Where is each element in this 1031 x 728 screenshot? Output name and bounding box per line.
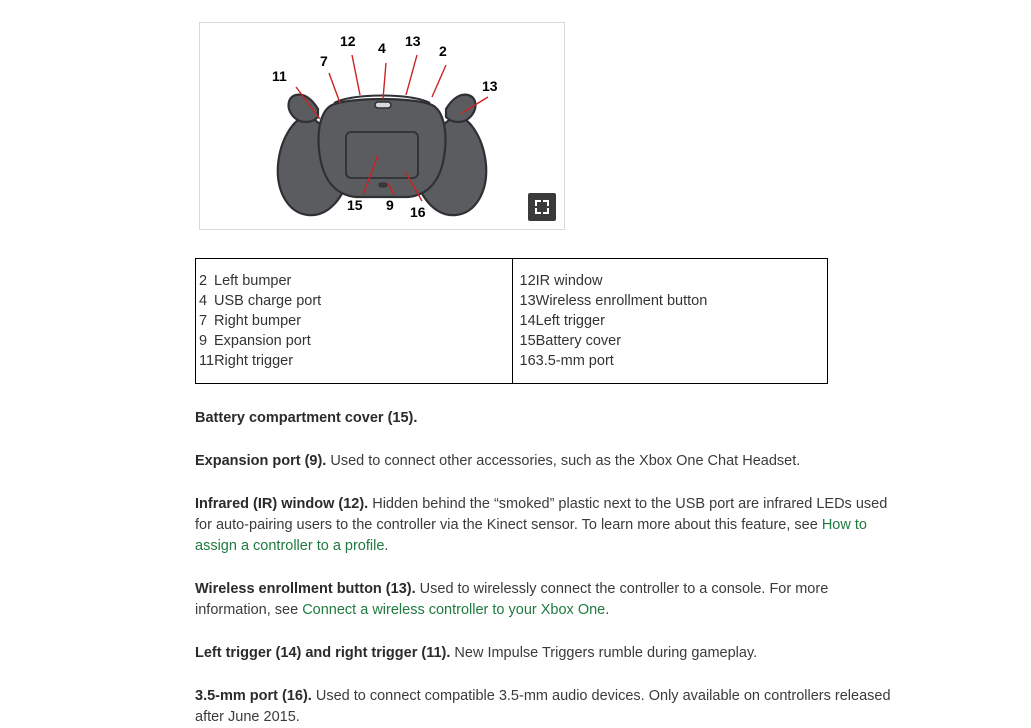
fullscreen-expand-icon[interactable] xyxy=(528,193,556,221)
legend-label: Right bumper xyxy=(214,313,302,329)
legend-number: 13 xyxy=(519,293,536,309)
legend-label: Right trigger xyxy=(214,353,294,369)
legend-number: 12 xyxy=(519,273,536,289)
paragraph-ir-window xyxy=(195,494,900,557)
legend-label: Wireless enrollment button xyxy=(535,293,708,309)
svg-text:4: 4 xyxy=(378,40,386,56)
svg-text:15: 15 xyxy=(347,197,363,213)
paragraph-text-tail: . xyxy=(605,602,610,618)
paragraph-lead: Infrared (IR) window (12). xyxy=(195,496,369,512)
legend-table xyxy=(195,258,828,384)
controller-shape xyxy=(278,95,486,216)
paragraph-lead: Left trigger (14) and right trigger (11). xyxy=(195,645,451,661)
legend-label: Left trigger xyxy=(535,313,605,329)
paragraph-text: Used to connect compatible 3.5-mm audio devices. Only available on controllers released after June 2015. xyxy=(195,688,891,725)
paragraph-lead: Wireless enrollment button (13). xyxy=(195,581,416,597)
paragraph-text: Hidden behind the “smoked” plastic next to the USB port are infrared LEDs used for auto-pairing users to the controller via the Kinect sensor. To learn more about this feature, see xyxy=(195,496,888,533)
legend-item xyxy=(199,311,512,331)
legend-item xyxy=(520,331,828,351)
legend-number: 16 xyxy=(519,353,536,369)
legend-label: Battery cover xyxy=(535,333,622,349)
paragraph-lead: 3.5-mm port (16). xyxy=(195,688,312,704)
svg-text:12: 12 xyxy=(340,33,356,49)
legend-number: 7 xyxy=(199,313,208,329)
paragraph-text: New Impulse Triggers rumble during gameplay. xyxy=(450,645,758,661)
svg-text:9: 9 xyxy=(386,197,394,213)
paragraph-triggers xyxy=(195,643,900,664)
legend-item xyxy=(199,271,512,291)
legend-number: 14 xyxy=(519,313,536,329)
legend-number: 9 xyxy=(199,333,208,349)
paragraph-lead: Expansion port (9). xyxy=(195,453,327,469)
link-connect-wireless-controller[interactable]: Connect a wireless controller to your Xbox One xyxy=(302,602,606,618)
legend-item xyxy=(520,291,828,311)
paragraph-lead: Battery compartment cover (15). xyxy=(195,410,418,426)
legend-label: Left bumper xyxy=(214,273,292,289)
paragraph-expansion-port xyxy=(195,451,900,472)
paragraph-battery-cover xyxy=(195,408,900,429)
legend-label: USB charge port xyxy=(214,293,322,309)
legend-label: Expansion port xyxy=(214,333,311,349)
paragraph-wireless-enrollment xyxy=(195,579,900,621)
legend-item xyxy=(520,271,828,291)
svg-text:13: 13 xyxy=(405,33,421,49)
svg-text:16: 16 xyxy=(410,204,426,220)
controller-illustration xyxy=(200,23,564,229)
legend-number: 15 xyxy=(519,333,536,349)
legend-column-left xyxy=(196,259,512,383)
svg-text:7: 7 xyxy=(320,53,328,69)
svg-text:11: 11 xyxy=(272,68,287,84)
legend-number: 11 xyxy=(199,353,215,369)
legend-label: 3.5-mm port xyxy=(535,353,614,369)
legend-item xyxy=(520,351,828,371)
svg-text:2: 2 xyxy=(439,43,447,59)
paragraph-text: Used to wirelessly connect the controller to a console. For more information, see xyxy=(195,581,829,618)
svg-text:13: 13 xyxy=(482,78,498,94)
legend-item xyxy=(520,311,828,331)
controller-figure xyxy=(199,22,565,230)
legend-label: IR window xyxy=(535,273,603,289)
legend-item xyxy=(199,291,512,311)
paragraph-text: Used to connect other accessories, such as the Xbox One Chat Headset. xyxy=(326,453,801,469)
paragraph-35mm-port xyxy=(195,686,900,728)
legend-number: 2 xyxy=(199,273,208,289)
legend-item xyxy=(199,331,512,351)
link-assign-controller-to-profile[interactable]: How to assign a controller to a profile xyxy=(195,517,867,554)
paragraph-text-tail: . xyxy=(384,538,389,554)
legend-number: 4 xyxy=(199,293,208,309)
article-body xyxy=(195,408,900,728)
legend-item xyxy=(199,351,512,371)
legend-column-right xyxy=(512,259,828,383)
